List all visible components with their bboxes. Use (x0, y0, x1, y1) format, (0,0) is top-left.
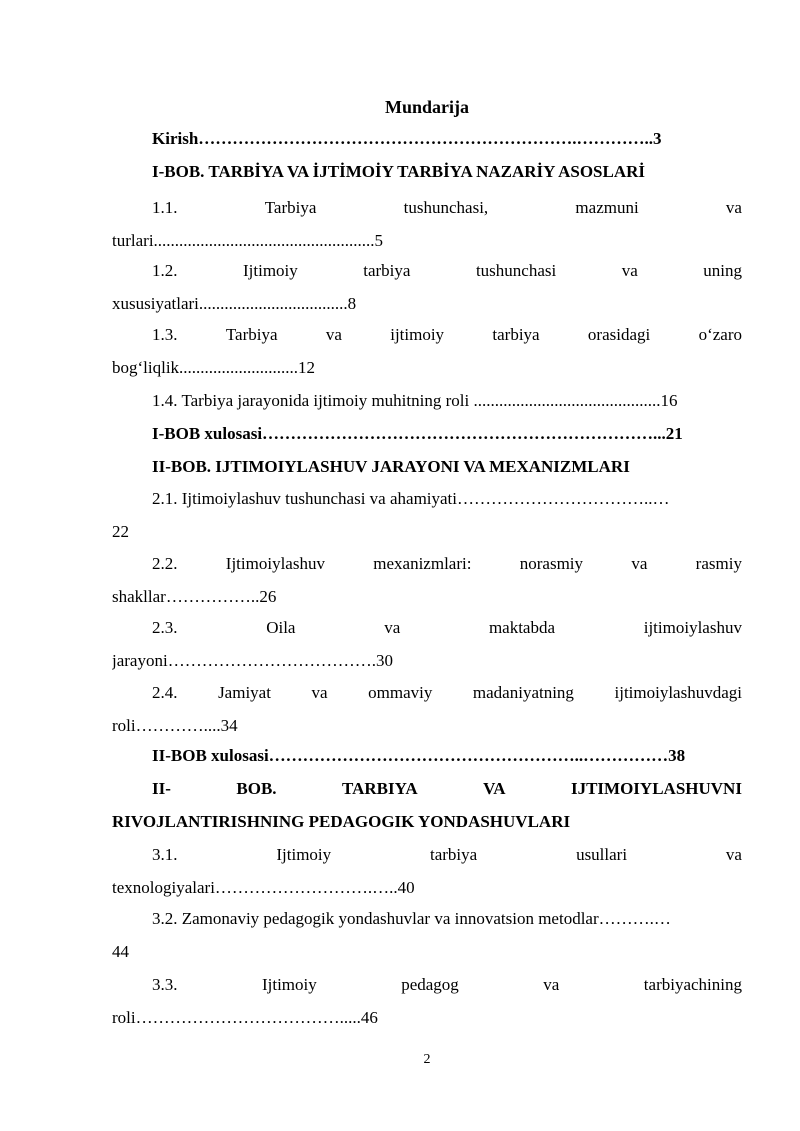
toc-entry-2-3[interactable] (112, 611, 742, 677)
toc-entry-1-3[interactable] (112, 318, 742, 384)
toc-entry-line1: 3.1. Ijtimoiy tarbiya usullari va (152, 845, 742, 864)
toc-entry-line1: 3.2. Zamonaviy pedagogik yondashuvlar va innovatsion metodlar……….… (152, 909, 671, 928)
toc-entry-line1: 1.3. Tarbiya va ijtimoiy tarbiya orasidagi o‘zaro (152, 325, 742, 344)
toc-entry-1-1[interactable] (112, 191, 742, 257)
toc-entry-1-2[interactable] (112, 254, 742, 320)
document-page (112, 0, 742, 1131)
page-title: Mundarija (384, 97, 469, 117)
toc-entry-line1: 2.3. Oila va maktabda ijtimoiylashuv (152, 618, 742, 637)
toc-chapter-2-heading[interactable] (112, 450, 742, 483)
toc-entry-3-2[interactable] (112, 902, 742, 968)
toc-entry-2-1[interactable] (112, 482, 742, 548)
toc-entry-1-4[interactable] (112, 384, 742, 417)
toc-chapter-3-heading[interactable] (112, 772, 742, 838)
toc-entry-line2: bog‘liqlik............................12 (112, 358, 316, 377)
toc-entry-line2: texnologiyalari……………………….…..40 (112, 878, 415, 897)
toc-entry-3-1[interactable] (112, 838, 742, 904)
toc-chapter-1-heading[interactable] (112, 155, 742, 188)
toc-entry-line1: 2.2. Ijtimoiylashuv mexanizmlari: norasmiy va rasmiy (152, 554, 742, 573)
toc-entry-text: 1.4. Tarbiya jarayonida ijtimoiy muhitning roli ............................................16 (152, 391, 678, 410)
toc-entry-2-2[interactable] (112, 547, 742, 613)
toc-entry-line2: roli…………....34 (112, 716, 238, 735)
toc-entry-line2: 44 (112, 942, 129, 961)
toc-entry-text: Kirish………………………………………………………….…………..3 (152, 129, 662, 148)
toc-entry-line2: turlari....................................................5 (112, 231, 384, 250)
toc-chapter-title-line2: RIVOJLANTIRISHNING PEDAGOGIK YONDASHUVLARI (112, 812, 571, 831)
toc-chapter-title-line1: II- BOB. TARBIYA VA IJTIMOIYLASHUVNI (152, 779, 742, 798)
toc-entry-text: I-BOB xulosasi……………………………………………………………...21 (152, 424, 683, 443)
toc-entry-3-3[interactable] (112, 968, 742, 1034)
toc-entry-line2: xususiyatlari...................................8 (112, 294, 357, 313)
toc-entry-line2: jarayoni……………………………….30 (112, 651, 393, 670)
toc-entry-line1: 2.1. Ijtimoiylashuv tushunchasi va ahamiyati……………………………..… (152, 489, 670, 508)
toc-entry-line2: shakllar……………..26 (112, 587, 277, 606)
toc-entry-2-4[interactable] (112, 676, 742, 742)
toc-entry-text: II-BOB xulosasi………………………………………………..……………38 (152, 746, 686, 765)
toc-entry-line1: 2.4. Jamiyat va ommaviy madaniyatning ijtimoiylashuvdagi (152, 683, 742, 702)
toc-entry-line1: 1.1. Tarbiya tushunchasi, mazmuni va (152, 198, 742, 217)
toc-entry-line2: roli……………………………….....46 (112, 1008, 378, 1027)
toc-entry-chapter-2-summary[interactable] (112, 739, 742, 772)
page-number: 2 (423, 1052, 431, 1067)
toc-entry-line2: 22 (112, 522, 129, 541)
toc-chapter-title: I-BOB. TARBİYA VA İJTİMOİY TARBİYA NAZARİY ASOSLARİ (152, 162, 645, 181)
toc-entry-line1: 3.3. Ijtimoiy pedagog va tarbiyachining (152, 975, 742, 994)
toc-entry-chapter-1-summary[interactable] (112, 417, 742, 450)
toc-entry-line1: 1.2. Ijtimoiy tarbiya tushunchasi va uning (152, 261, 742, 280)
toc-entry-kirish[interactable] (112, 122, 742, 155)
toc-chapter-title: II-BOB. IJTIMOIYLASHUV JARAYONI VA MEXANIZMLARI (152, 457, 630, 476)
